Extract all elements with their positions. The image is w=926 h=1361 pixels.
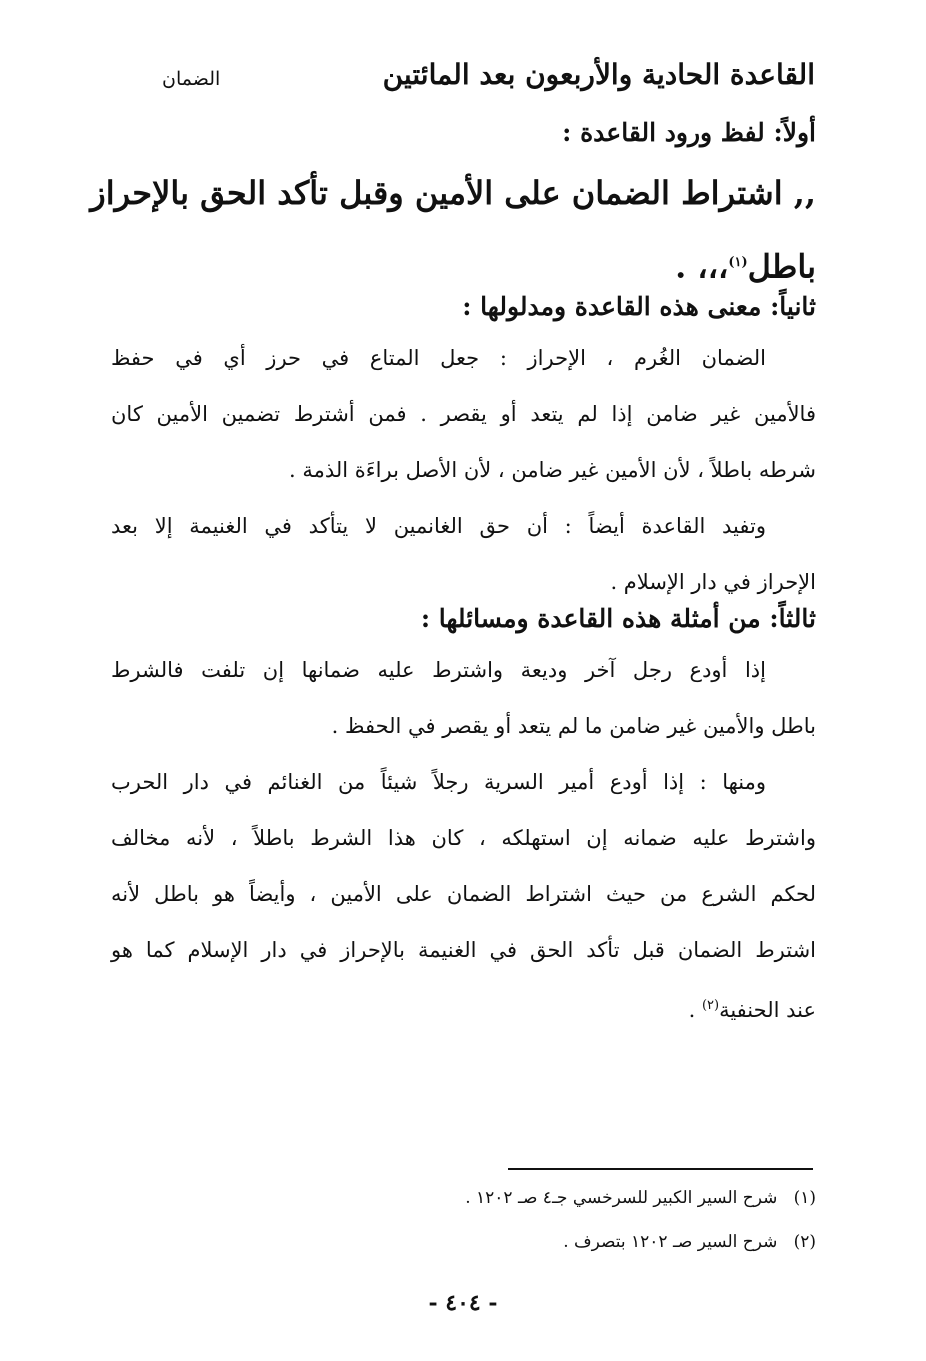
section-heading-first: أولاً: لفظ ورود القاعدة : — [562, 118, 816, 147]
meaning-line-5: الإحراز في دار الإسلام . — [610, 570, 816, 594]
example-line-3: ومنها : إذا أودع أمير السرية رجلاً شيئاً من الغنائم في دار الحرب — [111, 770, 766, 794]
example-line-2: باطل والأمين غير ضامن ما لم يتعد أو يقصر في الحفظ . — [331, 714, 816, 738]
footnote-divider — [508, 1168, 813, 1170]
example-line-7 — [111, 978, 816, 1034]
example-line-6: اشترط الضمان قبل تأكد الحق في الغنيمة بالإحراز في دار الإسلام كما هو — [111, 938, 816, 962]
footnote-2-text: شرح السير صـ ١٢٠٢ بتصرف . — [563, 1232, 778, 1252]
example-line-4: واشترط عليه ضمانه إن استهلكه ، كان هذا الشرط باطلاً ، لأنه مخالف — [111, 826, 816, 850]
rule-statement — [90, 158, 816, 298]
footnote-1-number: (١) — [793, 1188, 816, 1208]
example-last-period: . — [688, 998, 702, 1022]
example-line-1: إذا أودع رجل آخر وديعة واشترط عليه ضمانها إن تلفت فالشرط — [111, 658, 766, 682]
example-line-5: لحكم الشرع من حيث اشتراط الضمان على الأمين ، وأيضاً هو باطل لأنه — [111, 882, 816, 906]
running-header — [150, 58, 815, 102]
meaning-line-1: الضمان الغُرم ، الإحراز : جعل المتاع في حرز أي في حفظ — [111, 346, 766, 370]
footnote-ref-1: (١) — [728, 255, 748, 270]
footnote-ref-2: (٢) — [701, 998, 720, 1013]
rule-text-end: باطل — [747, 247, 816, 286]
rule-closing-quote: ،،، . — [675, 247, 729, 286]
footnote-1-text: شرح السير الكبير للسرخسي جـ٤ صـ ١٢٠٢ . — [465, 1188, 778, 1208]
page-number: - ٤٠٤ - — [428, 1290, 498, 1316]
meaning-line-2: فالأمين غير ضامن إذا لم يتعد أو يقصر . فمن أشترط تضمين الأمين كان — [111, 402, 816, 426]
header-topic: الضمان — [162, 68, 221, 90]
footnote-2-number: (٢) — [793, 1232, 816, 1252]
section-heading-third: ثالثاً: من أمثلة هذه القاعدة ومسائلها : — [420, 604, 816, 633]
footnote-1 — [465, 1188, 816, 1208]
meaning-line-3: شرطه باطلاً ، لأن الأمين غير ضامن ، لأن الأصل براءَة الذمة . — [289, 458, 816, 482]
header-title: القاعدة الحادية والأربعون بعد المائتين — [382, 58, 815, 91]
examples-paragraph — [111, 642, 816, 1034]
rule-line-2 — [111, 228, 816, 298]
footnote-2 — [563, 1232, 816, 1252]
example-last-text: عند الحنفية — [719, 998, 816, 1022]
meaning-paragraph — [111, 330, 816, 610]
section-heading-second: ثانياً: معنى هذه القاعدة ومدلولها : — [462, 292, 816, 321]
rule-line-1: ,, اشتراط الضمان على الأمين وقبل تأكد الحق بالإحراز — [90, 174, 816, 212]
meaning-line-4: وتفيد القاعدة أيضاً : أن حق الغانمين لا يتأكد في الغنيمة إلا بعد — [111, 514, 766, 538]
